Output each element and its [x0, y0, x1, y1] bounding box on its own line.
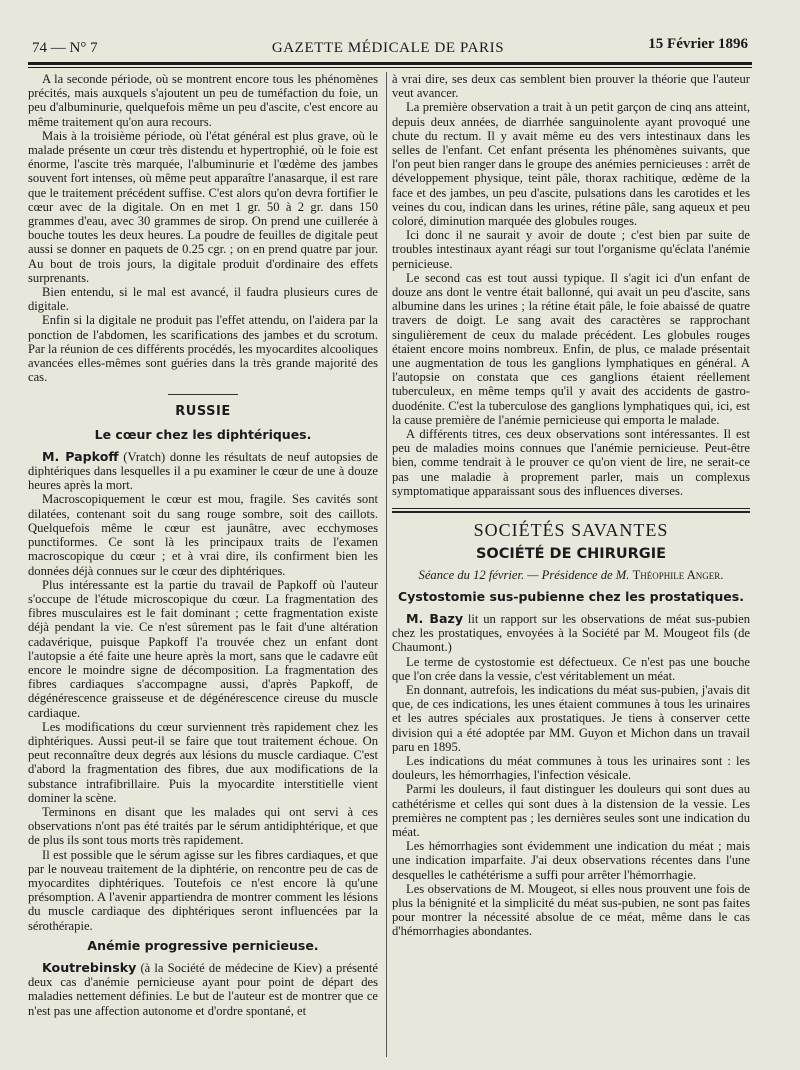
article-lead	[392, 612, 750, 655]
article-author: M. Bazy	[406, 610, 464, 626]
paragraph: Bien entendu, si le mal est avancé, il faudra plusieurs cures de digitale.	[28, 285, 378, 314]
left-column	[28, 72, 378, 1018]
paragraph: Mais à la troisième période, où l'état général est plus grave, où le malade présente un cœur très distendu et hypertrophié, où le foie est énorme, l'ascite très marquée, l'albuminurie et l'œdème des jambes souvent fort intenses, où même peut apparaître l'anasarque, il est rare que le traitement précédent suffise. C'est alors qu'on devra fortifier le cœur avec de la digitale. On en met 1 gr. 50 à 2 gr. dans 150 grammes d'eau, avec 30 grammes de sirop. On prend une cuillerée à bouche toutes les deux heures. La poudre de feuilles de digitale peut aussi se donner en paquets de 0.25 cgr. ; on en prend quatre par jour. Au bout de trois jours, la digitale produit d'ordinaire des effets surprenants.	[28, 128, 378, 285]
society-title: SOCIÉTÉ DE CHIRURGIE	[475, 546, 667, 563]
paragraph: Plus intéressante est la partie du travail de Papkoff où l'auteur s'occupe de l'étude microscopique du cœur. La fragmentation des fibres musculaires est le fait dominant ; cette fragmentation existe déjà pendant la vie. Ce n'est sûrement pas le fait d'une altération cadavérique, puisque Papkoff l'a trouvée chez un enfant dont l'autopsie a été faite une heure après la mort, sans que le cadavre eût encore le moindre signe de décomposition. La fragmentation des fibres cardiaques s'accompagne aussi, d'après Papkoff, de dégénérescence graisseuse et de dégénérescence cireuse du muscle cardiaque.	[28, 577, 378, 720]
article-title-coeur: Le cœur chez les diphtériques.	[94, 426, 312, 442]
paragraph: A la seconde période, où se montrent encore tous les phénomènes précités, mais auxquels s'ajoutent un peu de tuméfaction du foie, un peu d'albuminurie, quelquefois même un peu d'ascite, c'est encore au même traitement qu'on aura recours.	[28, 72, 378, 129]
paragraph: Terminons en disant que les malades qui ont servi à ces observations n'ont pas été traités par le sérum antidiphtérique, et que de plus ils sont tous morts très rapidement.	[28, 804, 378, 848]
header-rule-thin	[28, 67, 752, 68]
paragraph: Enfin si la digitale ne produit pas l'effet attendu, on l'aidera par la ponction de l'abdomen, les scarifications des jambes et du scrotum. Par la réunion de ces différents procédés, les myocardites alcooliques avancées elles-mêmes sont guéries dans la très grande majorité des cas.	[28, 313, 378, 385]
section-title-societes: SOCIÉTÉS SAVANTES	[473, 520, 669, 541]
paragraph: Le second cas est tout aussi typique. Il s'agit ici d'un enfant de douze ans dont le ventre était ballonné, qui avait un peu d'ascite, sans albumine dans les urines ; la rétine était pâle, le foie abaissé de quatre travers de doigt. Le sang avait des caractères se rapprochant singulièrement de ceux du malade précédent. Les globules rouges étaient encore moins nombreux. Enfin, de plus, ce malade présentait une augmentation de tous les ganglions lymphatiques en général. A l'autopsie on constata que ces ganglions étaient réellement tuberculeux, en même temps qu'il y avait des accidents de gastro-duodénite. C'est la tuberculose des ganglions lymphatiques qui, ici, est la cause première de l'anémie pernicieuse qui emporta le malade.	[392, 270, 750, 427]
article-author: Koutrebinsky	[42, 959, 137, 975]
journal-title: GAZETTE MÉDICALE DE PARIS	[271, 40, 505, 56]
paragraph: Il est possible que le sérum agisse sur les fibres cardiaques, et que par le nouveau traitement de la diphtérie, on rencontre peu de cas de myocardites diphtériques. Toutefois ce n'est encore là qu'une présomption. A l'avenir appartiendra de montrer comment les lésions du muscle cardiaque des diphtériques seront influencées par la sérothérapie.	[28, 847, 378, 933]
column-divider	[386, 72, 387, 1057]
article-title-anemie: Anémie progressive pernicieuse.	[87, 937, 319, 953]
paragraph: Parmi les douleurs, il faut distinguer les douleurs qui sont dues au cathétérisme et celles qui sont dues à la distension de la vessie. Les premières ne comptent pas ; les dernières seules sont une indication du méat.	[392, 782, 750, 839]
article-author: M. Papkoff	[42, 448, 119, 464]
issue-date: 15 Février 1896	[648, 36, 748, 52]
paragraph: Les modifications du cœur surviennent très rapidement chez les diphtériques. Aussi peut-il se faire que tout traitement échoue. On peut reconnaître deux degrés aux lésions du muscle cardiaque. C'est d'abord la fragmentation des fibres, due aux modifications de la substance intrafibrillaire. Puis la myocardite interstitielle vient dominer la scène.	[28, 719, 378, 805]
session-line	[392, 568, 750, 582]
paragraph: à vrai dire, ses deux cas semblent bien prouver la théorie que l'auteur veut avancer.	[392, 72, 750, 101]
right-column	[392, 72, 750, 939]
article-lead-text: (Vratch) donne les résultats de neuf autopsies de diphtériques dans lesquelles il a pu examiner le cœur de une à douze heures après la mort.	[28, 449, 378, 493]
paragraph: Ici donc il ne saurait y avoir de doute ; c'est bien par suite de troubles intestinaux ayant réagi sur tout l'organisme qu'éclata l'anémie pernicieuse.	[392, 228, 750, 271]
session-prefix: Séance du 12 février. — Présidence de M.	[418, 567, 633, 582]
page-header	[28, 36, 748, 58]
session-president: Théophile Anger.	[632, 567, 724, 582]
section-separator	[168, 394, 238, 395]
paragraph: A différents titres, ces deux observations sont intéressantes. Il est peu de maladies moins connues que l'anémie pernicieuse. Peut-être bien, comme tendrait à le prouver ce qu'on vient de lire, ne serait-ce pas une maladie à proprement parler, mais un complexus symptomatique apparaissant sous des influences diverses.	[392, 427, 750, 498]
article-lead	[28, 450, 378, 493]
paragraph: Les indications du méat communes à tous les urinaires sont : les douleurs, les hémorrhagies, l'infection vésicale.	[392, 753, 750, 783]
section-double-rule	[392, 508, 750, 513]
paragraph: Les observations de M. Mougeot, si elles nous prouvent une fois de plus la bénignité et la simplicité du méat sus-pubien, ne sont pas faites pour montrer la nécessité absolue de ce méat, même dans le cas d'hémorrhagies abondantes.	[392, 881, 750, 939]
paragraph: La première observation a trait à un petit garçon de cinq ans atteint, depuis deux années, de diarrhée sanguinolente ayant provoqué une chute du rectum. Il y avait même eu des vers intestinaux dans les selles de l'enfant. Cet enfant présenta les phénomènes suivants, que l'on peut bien ranger dans le groupe des anémies pernicieuses : arrêt de développement physique, teint pâle, thorax rachitique, œdème de la face et des jambes, un peu d'ascite, pulsations dans les carotides et les veines du cou, indican dans les urines, rétine pâle, sang aqueux et peu coloré, diminution marquée des globules rouges.	[392, 100, 750, 229]
paragraph: En donnant, autrefois, les indications du méat sus-pubien, j'avais dit que, de ces indications, les unes étaient communes à tous les urinaires et les autres spéciales aux prostatiques. Je tiens à conserver cette division qui a été adoptée par MM. Guyon et Michon dans un travail paru en 1895.	[392, 682, 750, 754]
page-number: 74 — N° 7	[32, 40, 98, 56]
header-rule-thick	[28, 62, 752, 65]
paragraph: Macroscopiquement le cœur est mou, fragile. Ses cavités sont dilatées, contenant soit du sang rouge sombre, soit des caillots. Quelquefois même le cœur est jaunâtre, avec ecchymoses punctiformes. Ce sont là les principaux traits de l'examen macroscopique du cœur ; et à vrai dire, ils confirment bien les données déjà connues sur le cœur des diphtériques.	[28, 492, 378, 578]
article-title-cystostomie: Cystostomie sus-pubienne chez les prostatiques.	[398, 588, 744, 604]
paragraph: Le terme de cystostomie est défectueux. Ce n'est pas une bouche que l'on crée dans la vessie, c'est véritablement un méat.	[392, 654, 750, 683]
section-title-russie: RUSSIE	[175, 404, 231, 420]
article-lead	[28, 961, 378, 1018]
article-lead-text: lit un rapport sur les observations de méat sus-pubien chez les prostatiques, envoyées à la Société par M. Mougeot fils (de Chaumont.)	[392, 611, 750, 655]
article-lead-text: (à la Société de médecine de Kiev) a présenté deux cas d'anémie pernicieuse ayant pour point de départ des maladies nettement définies. Le but de l'auteur est de montrer que ce n'est pas une affection autonome et d'ordre spontané, et	[28, 960, 378, 1018]
paragraph: Les hémorrhagies sont évidemment une indication du méat ; mais une indication imparfaite. J'ai deux observations récentes dans l'une desquelles le cathétérisme a suffi pour arrêter l'hémorrhagie.	[392, 839, 750, 882]
